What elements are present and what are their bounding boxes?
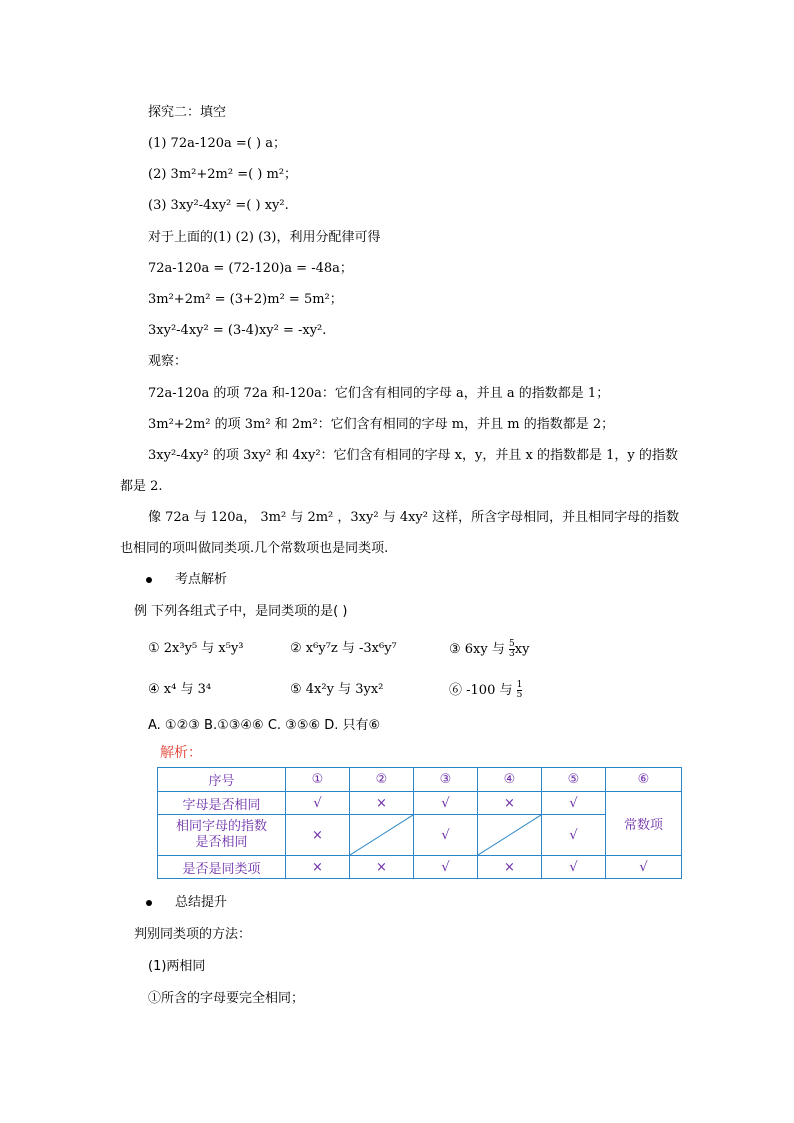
section-heading: 探究二：填空: [148, 105, 227, 120]
analysis-label: 解析：: [160, 745, 202, 761]
exercise-2: (2) 3m²+2m² =( ) m²；: [148, 167, 298, 182]
summary-heading: 总结提升: [175, 895, 228, 910]
table-cell: √: [286, 792, 350, 815]
observe-heading: 观察：: [148, 354, 188, 369]
table-header-cell: 序号: [158, 768, 286, 792]
option-2: ② x⁶y⁷z 与 -3x⁶y⁷: [290, 641, 397, 656]
table-cell: ×: [350, 792, 414, 815]
table-header-cell: ④: [478, 768, 542, 792]
example-question: 例 下列各组式子中，是同类项的是( ): [134, 604, 348, 619]
method-heading: 判别同类项的方法：: [134, 927, 252, 942]
exercise-3: (3) 3xy²-4xy² =( ) xy².: [148, 198, 289, 213]
table-header-cell: ③: [414, 768, 478, 792]
observation-3: 3xy²-4xy² 的项 3xy² 和 4xy²：它们含有相同的字母 x，y，并且 x 的指数都是 1，y 的指数: [148, 448, 678, 463]
method-sub-1: ①所含的字母要完全相同；: [148, 991, 305, 1006]
analysis-table: [157, 767, 682, 879]
table-header-cell: ⑥: [606, 768, 682, 792]
option-5: ⑤ 4x²y 与 3yx²: [290, 682, 384, 697]
table-header-cell: ⑤: [542, 768, 606, 792]
diagonal-cell: [478, 815, 542, 856]
observation-1: 72a-120a 的项 72a 和-120a：它们含有相同的字母 a，并且 a 的指数都是 1；: [148, 386, 610, 401]
table-cell: ×: [350, 856, 414, 879]
merged-cell: 常数项: [606, 792, 682, 856]
method-point-1: (1)两相同: [148, 959, 206, 974]
observation-2: 3m²+2m² 的项 3m² 和 2m²：它们含有相同的字母 m，并且 m 的指数都是 2；: [148, 417, 615, 432]
option-6: ⑥ -100 与 $\frac{1}{5}$: [449, 680, 523, 700]
table-cell: √: [414, 792, 478, 815]
option-3: ③ 6xy 与 $\frac{5}{3}$ xy: [449, 639, 530, 659]
table-cell: ×: [478, 856, 542, 879]
table-cell: √: [606, 856, 682, 879]
table-cell: √: [414, 815, 478, 856]
table-row: [158, 856, 682, 879]
exercise-1: (1) 72a-120a =( ) a；: [148, 136, 286, 151]
solution-3: 3xy²-4xy² = (3-4)xy² = -xy².: [148, 323, 327, 338]
table-row: [158, 815, 682, 856]
option-1: ① 2x³y⁵ 与 x⁵y³: [148, 641, 244, 656]
option-4: ④ x⁴ 与 3⁴: [148, 682, 212, 697]
table-row: [158, 792, 682, 815]
answer-choices: A. ①②③ B.①③④⑥ C. ③⑤⑥ D. 只有⑥: [148, 718, 381, 733]
row-label: 相同字母的指数 是否相同: [158, 815, 286, 856]
table-cell: √: [414, 856, 478, 879]
table-cell: √: [542, 856, 606, 879]
diagonal-line-icon: [478, 815, 541, 855]
paragraph-intro: 对于上面的(1) (2) (3)，利用分配律可得: [148, 230, 381, 245]
solution-2: 3m²+2m² = (3+2)m² = 5m²；: [148, 292, 343, 307]
table-cell: ×: [286, 856, 350, 879]
row-label: 是否是同类项: [158, 856, 286, 879]
table-cell: ×: [286, 815, 350, 856]
observation-3-cont: 都是 2.: [120, 479, 163, 494]
bullet-icon: [146, 900, 152, 906]
solution-1: 72a-120a = (72-120)a = -48a；: [148, 261, 353, 276]
definition-paragraph: 像 72a 与 120a， 3m² 与 2m² ，3xy² 与 4xy² 这样，所含字母相同，并且相同字母的指数: [148, 510, 680, 525]
kaodian-heading: 考点解析: [175, 572, 228, 587]
bullet-icon: [146, 577, 152, 583]
row-label: 字母是否相同: [158, 792, 286, 815]
table-header-cell: ①: [286, 768, 350, 792]
table-header-cell: ②: [350, 768, 414, 792]
table-cell: √: [542, 815, 606, 856]
diagonal-cell: [350, 815, 414, 856]
definition-paragraph-cont: 也相同的项叫做同类项.几个常数项也是同类项.: [120, 541, 389, 556]
table-cell: √: [542, 792, 606, 815]
diagonal-line-icon: [350, 815, 413, 855]
table-cell: ×: [478, 792, 542, 815]
